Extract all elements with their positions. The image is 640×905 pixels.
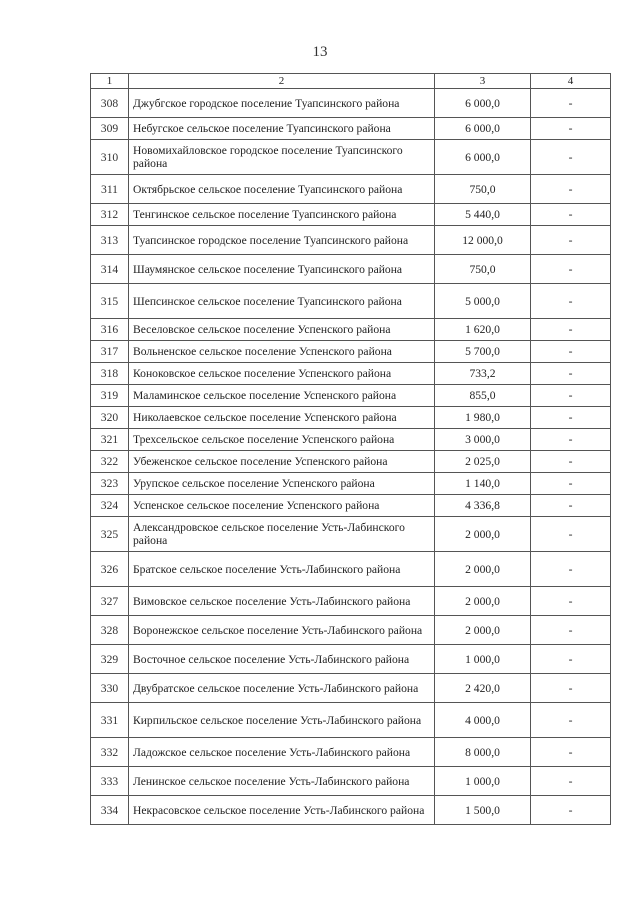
table-row <box>91 319 611 341</box>
settlement-name: Джубгское городское поселение Туапсинского района <box>129 89 435 118</box>
extra-value: - <box>531 703 611 738</box>
row-number: 319 <box>91 385 129 407</box>
amount-value: 4 000,0 <box>435 703 531 738</box>
page-number: 13 <box>312 44 328 60</box>
row-number: 308 <box>91 89 129 118</box>
settlement-name: Двубратское сельское поселение Усть-Лабинского района <box>129 674 435 703</box>
extra-value: - <box>531 429 611 451</box>
extra-value: - <box>531 473 611 495</box>
settlement-name: Восточное сельское поселение Усть-Лабинского района <box>129 645 435 674</box>
amount-value: 1 980,0 <box>435 407 531 429</box>
amount-value: 6 000,0 <box>435 140 531 175</box>
extra-value: - <box>531 451 611 473</box>
amount-value: 5 440,0 <box>435 204 531 226</box>
extra-value: - <box>531 767 611 796</box>
table-row <box>91 645 611 674</box>
column-header: 3 <box>435 74 531 89</box>
amount-value: 2 420,0 <box>435 674 531 703</box>
row-number: 317 <box>91 341 129 363</box>
extra-value: - <box>531 552 611 587</box>
extra-value: - <box>531 385 611 407</box>
amount-value: 750,0 <box>435 255 531 284</box>
table-row <box>91 284 611 319</box>
table-row <box>91 517 611 552</box>
amount-value: 6 000,0 <box>435 89 531 118</box>
settlement-name: Туапсинское городское поселение Туапсинского района <box>129 226 435 255</box>
table-row <box>91 118 611 140</box>
row-number: 332 <box>91 738 129 767</box>
extra-value: - <box>531 616 611 645</box>
extra-value: - <box>531 517 611 552</box>
settlement-name: Братское сельское поселение Усть-Лабинского района <box>129 552 435 587</box>
row-number: 326 <box>91 552 129 587</box>
extra-value: - <box>531 140 611 175</box>
extra-value: - <box>531 175 611 204</box>
amount-value: 750,0 <box>435 175 531 204</box>
table-row <box>91 429 611 451</box>
row-number: 309 <box>91 118 129 140</box>
extra-value: - <box>531 319 611 341</box>
row-number: 334 <box>91 796 129 825</box>
settlement-name: Шаумянское сельское поселение Туапсинского района <box>129 255 435 284</box>
row-number: 330 <box>91 674 129 703</box>
row-number: 329 <box>91 645 129 674</box>
row-number: 331 <box>91 703 129 738</box>
extra-value: - <box>531 796 611 825</box>
amount-value: 855,0 <box>435 385 531 407</box>
row-number: 324 <box>91 495 129 517</box>
extra-value: - <box>531 118 611 140</box>
table-row <box>91 255 611 284</box>
settlement-name: Октябрьское сельское поселение Туапсинского района <box>129 175 435 204</box>
settlement-name: Вольненское сельское поселение Успенского района <box>129 341 435 363</box>
amount-value: 1 000,0 <box>435 645 531 674</box>
amount-value: 12 000,0 <box>435 226 531 255</box>
amount-value: 6 000,0 <box>435 118 531 140</box>
table-row <box>91 175 611 204</box>
amount-value: 2 000,0 <box>435 587 531 616</box>
settlement-name: Александровское сельское поселение Усть-Лабинского района <box>129 517 435 552</box>
settlement-name: Убеженское сельское поселение Успенского района <box>129 451 435 473</box>
row-number: 315 <box>91 284 129 319</box>
table-row <box>91 451 611 473</box>
row-number: 316 <box>91 319 129 341</box>
row-number: 321 <box>91 429 129 451</box>
amount-value: 2 000,0 <box>435 616 531 645</box>
settlement-name: Успенское сельское поселение Успенского района <box>129 495 435 517</box>
amount-value: 2 000,0 <box>435 552 531 587</box>
settlement-name: Шепсинское сельское поселение Туапсинского района <box>129 284 435 319</box>
allocation-table <box>90 73 611 825</box>
settlement-name: Трехсельское сельское поселение Успенского района <box>129 429 435 451</box>
amount-value: 2 000,0 <box>435 517 531 552</box>
settlement-name: Воронежское сельское поселение Усть-Лабинского района <box>129 616 435 645</box>
extra-value: - <box>531 226 611 255</box>
settlement-name: Некрасовское сельское поселение Усть-Лабинского района <box>129 796 435 825</box>
extra-value: - <box>531 738 611 767</box>
amount-value: 1 140,0 <box>435 473 531 495</box>
extra-value: - <box>531 284 611 319</box>
row-number: 314 <box>91 255 129 284</box>
table-row <box>91 616 611 645</box>
amount-value: 5 700,0 <box>435 341 531 363</box>
table-row <box>91 226 611 255</box>
amount-value: 1 500,0 <box>435 796 531 825</box>
table-row <box>91 89 611 118</box>
row-number: 310 <box>91 140 129 175</box>
settlement-name: Урупское сельское поселение Успенского района <box>129 473 435 495</box>
table-row <box>91 495 611 517</box>
table-row <box>91 738 611 767</box>
amount-value: 5 000,0 <box>435 284 531 319</box>
row-number: 327 <box>91 587 129 616</box>
settlement-name: Ладожское сельское поселение Усть-Лабинского района <box>129 738 435 767</box>
amount-value: 2 025,0 <box>435 451 531 473</box>
extra-value: - <box>531 341 611 363</box>
extra-value: - <box>531 674 611 703</box>
table-row <box>91 587 611 616</box>
table-row <box>91 674 611 703</box>
extra-value: - <box>531 255 611 284</box>
amount-value: 3 000,0 <box>435 429 531 451</box>
amount-value: 1 000,0 <box>435 767 531 796</box>
settlement-name: Маламинское сельское поселение Успенского района <box>129 385 435 407</box>
row-number: 325 <box>91 517 129 552</box>
settlement-name: Коноковское сельское поселение Успенского района <box>129 363 435 385</box>
extra-value: - <box>531 645 611 674</box>
table-row <box>91 363 611 385</box>
settlement-name: Веселовское сельское поселение Успенского района <box>129 319 435 341</box>
row-number: 320 <box>91 407 129 429</box>
column-header: 2 <box>129 74 435 89</box>
row-number: 323 <box>91 473 129 495</box>
table-row <box>91 204 611 226</box>
settlement-name: Ленинское сельское поселение Усть-Лабинского района <box>129 767 435 796</box>
settlement-name: Новомихайловское городское поселение Туапсинского района <box>129 140 435 175</box>
settlement-name: Небугское сельское поселение Туапсинского района <box>129 118 435 140</box>
settlement-name: Вимовское сельское поселение Усть-Лабинского района <box>129 587 435 616</box>
settlement-name: Николаевское сельское поселение Успенского района <box>129 407 435 429</box>
table-row <box>91 552 611 587</box>
row-number: 313 <box>91 226 129 255</box>
extra-value: - <box>531 204 611 226</box>
table-header-row <box>91 74 611 89</box>
row-number: 328 <box>91 616 129 645</box>
row-number: 333 <box>91 767 129 796</box>
column-header: 1 <box>91 74 129 89</box>
row-number: 312 <box>91 204 129 226</box>
table-row <box>91 341 611 363</box>
extra-value: - <box>531 363 611 385</box>
amount-value: 733,2 <box>435 363 531 385</box>
extra-value: - <box>531 407 611 429</box>
settlement-name: Кирпильское сельское поселение Усть-Лабинского района <box>129 703 435 738</box>
row-number: 311 <box>91 175 129 204</box>
table-row <box>91 796 611 825</box>
amount-value: 4 336,8 <box>435 495 531 517</box>
extra-value: - <box>531 89 611 118</box>
table-row <box>91 703 611 738</box>
settlement-name: Тенгинское сельское поселение Туапсинского района <box>129 204 435 226</box>
amount-value: 8 000,0 <box>435 738 531 767</box>
amount-value: 1 620,0 <box>435 319 531 341</box>
table-row <box>91 767 611 796</box>
extra-value: - <box>531 495 611 517</box>
table-row <box>91 407 611 429</box>
table-row <box>91 140 611 175</box>
column-header: 4 <box>531 74 611 89</box>
extra-value: - <box>531 587 611 616</box>
table-row <box>91 385 611 407</box>
row-number: 318 <box>91 363 129 385</box>
table-row <box>91 473 611 495</box>
row-number: 322 <box>91 451 129 473</box>
